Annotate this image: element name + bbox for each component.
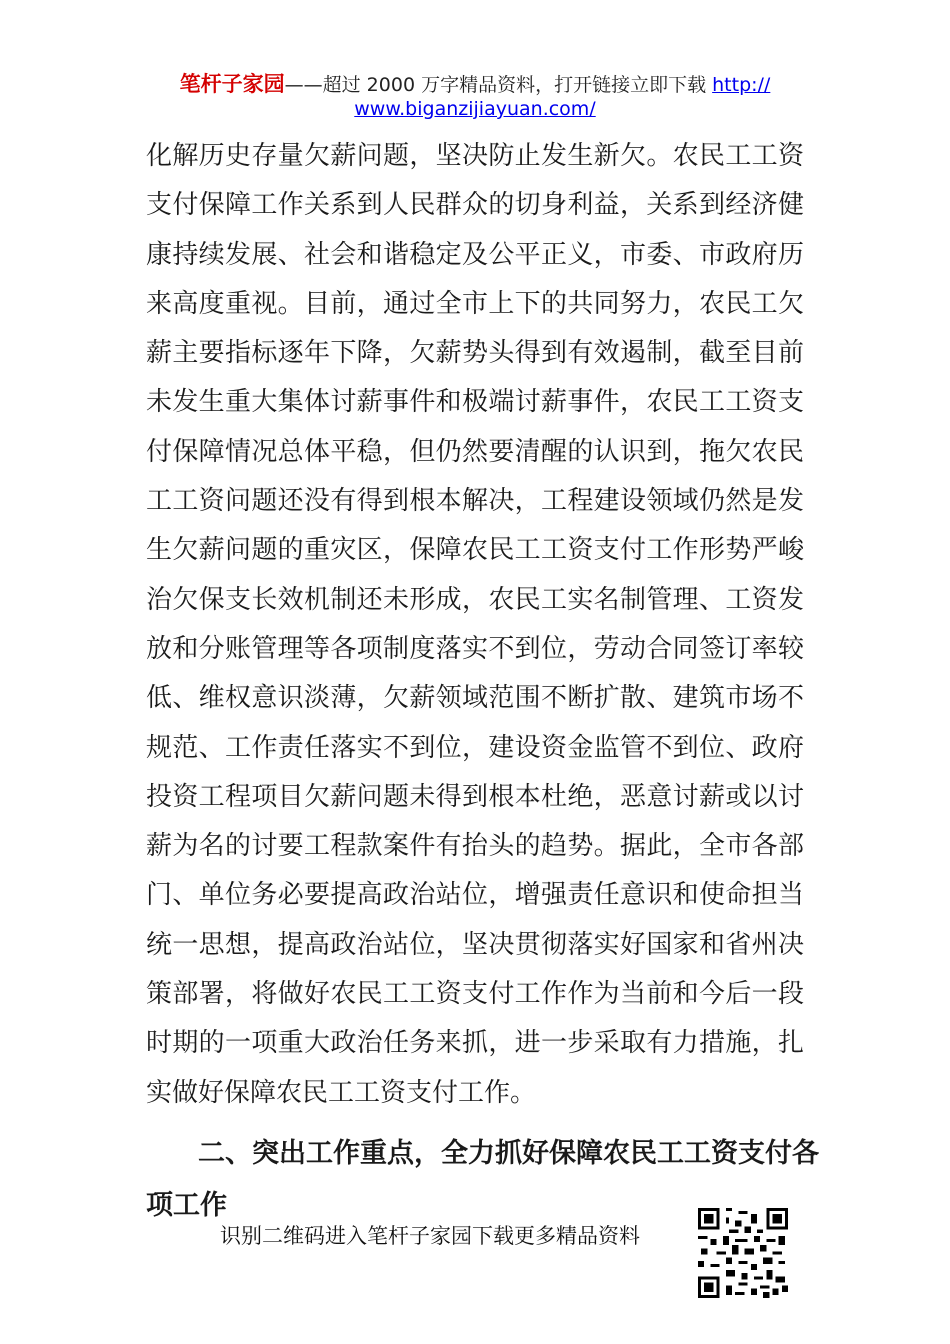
paragraph-line: 实做好保障农民工工资支付工作。	[146, 1077, 537, 1108]
paragraph-line: 时期的一项重大政治任务来抓，进一步采取有力措施，扎	[146, 1028, 804, 1059]
paragraph-line: 支付保障工作关系到人民群众的切身利益，关系到经济健	[146, 190, 804, 221]
paragraph-line: 薪主要指标逐年下降，欠薪势头得到有效遏制，截至目前	[146, 338, 804, 369]
download-link-start[interactable]: http://	[712, 74, 771, 96]
brand-name: 笔杆子家园	[179, 72, 285, 96]
paragraph-line: 放和分账管理等各项制度落实不到位，劳动合同签订率较	[146, 633, 804, 664]
paragraph-line: 工工资问题还没有得到根本解决，工程建设领域仍然是发	[146, 486, 804, 517]
header-line-1	[0, 72, 950, 97]
body-text	[146, 132, 804, 1118]
section-heading-line-2: 项工作	[146, 1190, 227, 1221]
paragraph-line: 康持续发展、社会和谐稳定及公平正义，市委、市政府历	[146, 239, 804, 270]
paragraph-line: 化解历史存量欠薪问题，坚决防止发生新欠。农民工工资	[146, 141, 804, 171]
header-line-2	[0, 97, 950, 121]
paragraph-line: 规范、工作责任落实不到位，建设资金监管不到位、政府	[146, 732, 804, 763]
qr-code-icon[interactable]	[698, 1208, 788, 1298]
page-header	[0, 72, 950, 121]
download-link[interactable]: www.biganzijiayuan.com/	[354, 98, 596, 120]
section-heading-line-1: 二、突出工作重点，全力抓好保障农民工工资支付各	[198, 1138, 819, 1169]
paragraph-line: 生欠薪问题的重灾区，保障农民工工资支付工作形势严峻	[146, 535, 804, 566]
paragraph-line: 门、单位务必要提高政治站位，增强责任意识和使命担当	[146, 880, 804, 911]
paragraph-line: 策部署，将做好农民工工资支付工作作为当前和今后一段	[146, 979, 804, 1010]
paragraph-line: 来高度重视。目前，通过全市上下的共同努力，农民工欠	[146, 288, 804, 319]
paragraph-line: 薪为名的讨要工程款案件有抬头的趋势。据此，全市各部	[146, 831, 804, 862]
paragraph-line: 低、维权意识淡薄，欠薪领域范围不断扩散、建筑市场不	[146, 683, 804, 714]
header-tagline: ——超过 2000 万字精品资料，打开链接立即下载	[284, 74, 713, 96]
paragraph-line: 投资工程项目欠薪问题未得到根本杜绝，恶意讨薪或以讨	[146, 781, 804, 812]
paragraph-line: 付保障情况总体平稳，但仍然要清醒的认识到，拖欠农民	[146, 436, 804, 467]
paragraph-line: 治欠保支长效机制还未形成，农民工实名制管理、工资发	[146, 584, 804, 615]
paragraph-line: 未发生重大集体讨薪事件和极端讨薪事件，农民工工资支	[146, 387, 804, 418]
paragraph-line: 统一思想，提高政治站位，坚决贯彻落实好国家和省州决	[146, 929, 804, 960]
footer-promo-text: 识别二维码进入笔杆子家园下载更多精品资料	[220, 1224, 640, 1248]
